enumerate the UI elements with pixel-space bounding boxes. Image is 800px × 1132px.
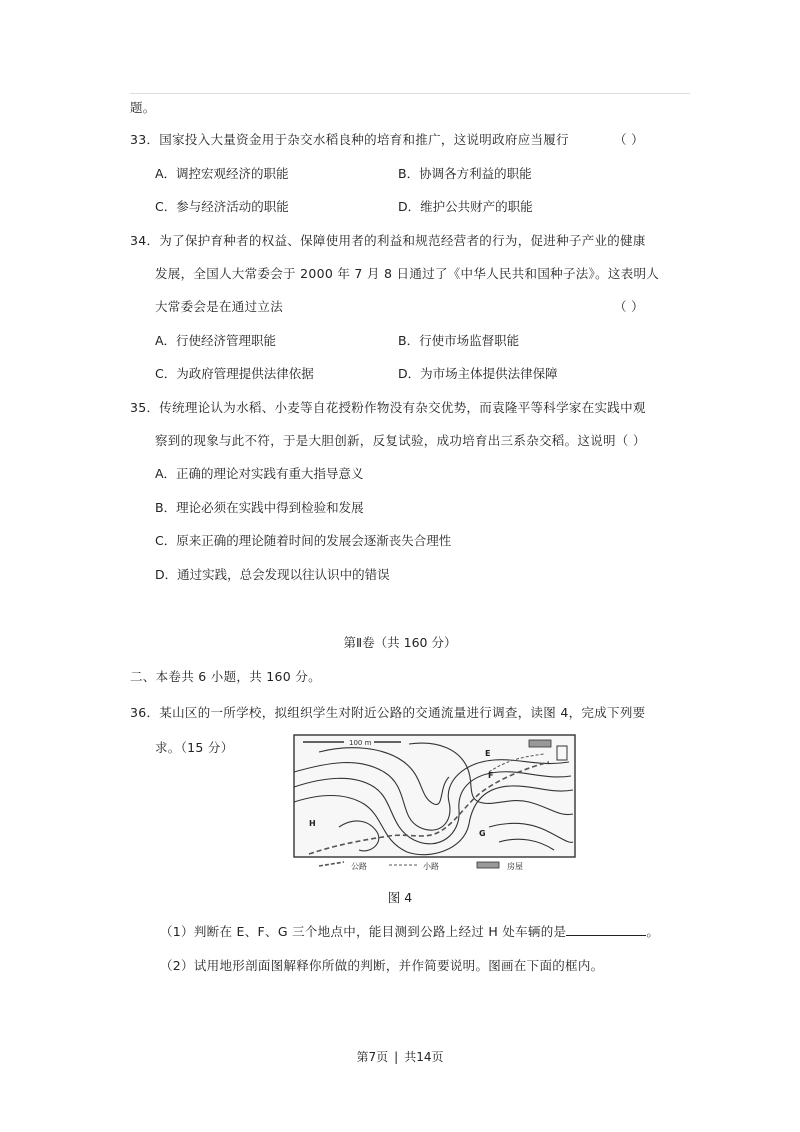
q36-line-1: 36．某山区的一所学校，拟组织学生对附近公路的交通流量进行调查，读图 4，完成下列要: [130, 705, 646, 720]
q36-line-2: 求。（15 分）: [155, 740, 234, 755]
q34-line-3: 大常委会是在通过立法: [155, 299, 284, 314]
top-divider: [130, 93, 690, 94]
q35-option-a[interactable]: A．正确的理论对实践有重大指导意义: [155, 466, 364, 481]
q34-line-2: 发展，全国人大常委会于 2000 年 7 月 8 日通过了《中华人民共和国种子法》。这表明人: [155, 266, 660, 281]
q34-option-d[interactable]: D．为市场主体提供法律保障: [398, 366, 558, 381]
footer-page-number: 第7页: [356, 1050, 389, 1064]
point-g-label: G: [479, 829, 486, 838]
q33-option-d[interactable]: D．维护公共财产的职能: [398, 199, 533, 214]
q34-option-b[interactable]: B．行使市场监督职能: [398, 333, 520, 348]
q34-option-c[interactable]: C．为政府管理提供法律依据: [155, 366, 314, 381]
q35-line-2: 察到的现象与此不符，于是大胆创新，反复试验，成功培育出三系杂交稻。这说明（ ）: [155, 433, 646, 448]
section-2-title: 第Ⅱ卷（共 160 分）: [343, 635, 457, 650]
point-f-label: F: [488, 771, 494, 780]
legend-road-label: 公路: [351, 862, 367, 871]
q34-option-a[interactable]: A．行使经济管理职能: [155, 333, 277, 348]
house-marker: [529, 740, 551, 747]
page-footer: [0, 1048, 800, 1065]
q36-sub-1-end: 。: [646, 924, 660, 939]
legend-path-label: 小路: [423, 862, 439, 871]
q35-option-b[interactable]: B．理论必须在实践中得到检验和发展: [155, 500, 364, 515]
figure-caption: 图 4: [387, 890, 413, 905]
section-2-intro: 二、本卷共 6 小题，共 160 分。: [130, 669, 321, 684]
q33-stem: 33．国家投入大量资金用于杂交水稻良种的培育和推广，这说明政府应当履行: [130, 132, 569, 147]
previous-question-tail: 题。: [130, 100, 156, 115]
point-e-label: E: [485, 749, 491, 758]
q36-sub-1: [160, 922, 659, 940]
contour-map-figure: [289, 732, 580, 872]
q35-option-c[interactable]: C．原来正确的理论随着时间的发展会逐渐丧失合理性: [155, 533, 452, 548]
q34-answer-paren: （ ）: [614, 299, 644, 314]
point-h-label: H: [309, 819, 316, 828]
q33-option-a[interactable]: A．调控宏观经济的职能: [155, 166, 289, 181]
q36-sub-1-answer-blank[interactable]: [566, 923, 646, 936]
scale-label: 100 m: [349, 739, 372, 747]
legend-house-label: 房屋: [507, 862, 523, 871]
q35-line-1: 35．传统理论认为水稻、小麦等自花授粉作物没有杂交优势，而袁隆平等科学家在实践中观: [130, 400, 646, 415]
q33-option-b[interactable]: B．协调各方利益的职能: [398, 166, 532, 181]
q36-sub-2: （2）试用地形剖面图解释你所做的判断，并作简要说明。图画在下面的框内。: [160, 958, 604, 973]
q33-option-c[interactable]: C．参与经济活动的职能: [155, 199, 289, 214]
q35-option-d[interactable]: D．通过实践，总会发现以往认识中的错误: [155, 567, 390, 582]
legend-house-symbol: [477, 862, 499, 868]
legend-road-symbol: [319, 862, 344, 866]
footer-separator: |: [394, 1050, 399, 1064]
footer-total-pages: 共14页: [404, 1050, 444, 1064]
q36-sub-1-text: （1）判断在 E、F、G 三个地点中，能目测到公路上经过 H 处车辆的是: [160, 924, 567, 939]
q34-line-1: 34．为了保护育种者的权益、保障使用者的利益和规范经营者的行为，促进种子产业的健康: [130, 233, 646, 248]
q33-answer-paren: （ ）: [614, 132, 644, 147]
